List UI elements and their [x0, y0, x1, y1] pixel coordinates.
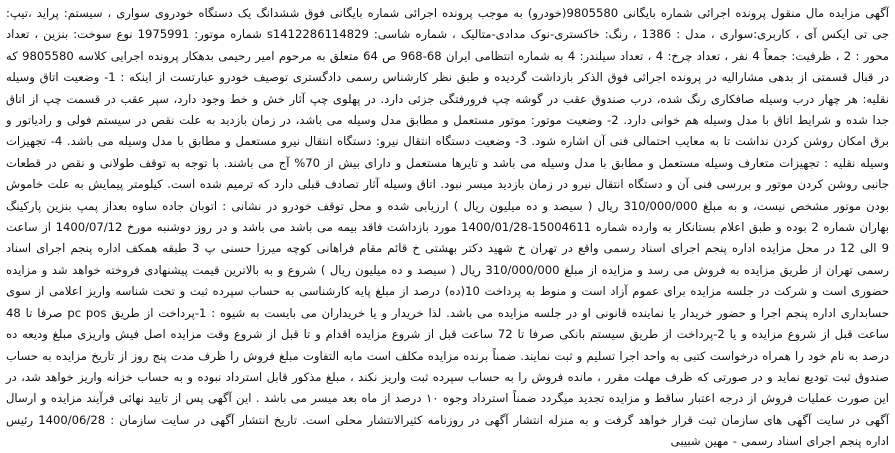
auction-notice-text: آگهی مزایده مال منقول پرونده اجرائی شماره بایگانی 9805580(خودرو) به موجب پرونده اجرائی شماره بایگانی فوق ششدانگ یک دستگاه خودروی سواری ، سیستم: پراید ،تیپ: جی تی ایکس آی ، کاربری:سواری ، مدل : 1386 ، رنگ: خاکستری-نوک مدادی-متالیک ، شماره شاسی: s1412286114829 شماره موتور: 1975991 نوع سوخت: بنزین ، تعداد محور : 2 ، ظرفیت: جمعاً 4 نفر ، تعداد چرخ: 4 ، تعداد سیلندر: 4 به شماره انتظامی ایران 68-968 ص 64 متعلق به مرحوم امیر رحیمی بدهکار پرونده اجرایی کلاسه 9805580 که در قبال قسمتی از بدهی مشارالیه در پرونده اجرائی فوق الذکر بازداشت گردیده و طبق نظر کارشناس رسمی دادگستری توصیف خودرو عبارتست از اینکه : 1- وضعیت اتاق وسیله نقلیه: هر چهار درب وسیله صافکاری رنگ شده، درب صندوق عقب در گوشه چپ فرورفتگی جزئی دارد. در پهلوی چپ آثار خش و خط وجود دارد، سپر عقب در قسمت چپ از اتاق جدا شده و شرایط اتاق با مدل وسیله هم خوانی دارد. 2- وضعیت موتور: موتور مستعمل و مطابق مدل وسیله می باشد، در زمان بازدید به علت نقص در سیستم فولی و رادیاتور و برق امکان روشن کردن نداشت تا به معایب احتمالی فنی آن اشاره شود. 3- وضعیت دستگاه انتقال نیرو: دستگاه انتقال نیرو مستعمل و مطابق با مدل وسیله می باشد. 4- تجهیزات وسیله نقلیه : تجهیزات متعارف وسیله مستعمل و مطابق با مدل وسیله می باشد و تایرها مستعمل و دارای بیش از 70% آج می باشند. با توجه به توقف طولانی و نقص در قطعات جانبی روشن کردن موتور و بررسی فنی آن و دستگاه انتقال نیرو در زمان بازدید میسر نبود. اتاق وسیله آثار تصادف قبلی دارد که ترمیم شده است. کیلومتر پیمایش به علت خاموش بودن موتور مشخص نیست، و به مبلغ 310/000/000 ریال ( سیصد و ده میلیون ریال ) ارزیابی شده و محل توقف خودرو در نشانی : اتوبان جاده ساوه بعداز پمپ بنزین پارکینگ بهاران شماره 2 بوده و طبق اعلام بستانکار به وارده شماره 15004611-1400/01/28 مورد بازداشت فاقد بیمه می باشد می باشد و در روز دوشنبه مورخ 1400/07/12 از ساعت 9 الی 12 در محل مزایده اداره پنجم اجرای اسناد رسمی واقع در تهران خ شهید دکتر بهشتی خ قائم مقام فراهانی کوچه میرزا حسنی پ 3 طبقه همکف اداره پنجم اجرای اسناد رسمی تهران از طریق مزایده به فروش می رسد و مزایده از مبلغ 310/000/000 ریال ( سیصد و ده میلیون ریال ) شروع و به بالاترین قیمت پیشنهادی فروخته خواهد شد و مزایده حضوری است و شرکت در جلسه مزایده برای عموم آزاد است و منوط به پرداخت 10(ده) درصد از مبلغ پایه کارشناسی به حساب سپرده ثبت و تحت شناسه واریز اعلامی از سوی حسابداری اداره پنجم اجرا و حضور خریدار یا نماینده قانونی او در جلسه مزایده می باشد. لذا خریدار و یا خریداران می بایست به شیوه : 1-پرداخت از طریق pc pos صرفا تا 48 ساعت قبل از شروع مزایده و یا 2-پرداخت از طریق سیستم بانکی صرفا تا 72 ساعت قبل از شروع مزایده اقدام و تا قبل از شروع وقت مزایده اصل فیش واریزی مبلغ ودیعه ده درصد به نام خود را همراه درخواست کتبی به واحد اجرا تسلیم و ثبت نمایند. ضمناً برنده مزایده مکلف است مابه التفاوت مبلغ فروش را ظرف مدت پنج روز از تاریخ مزایده به حساب صندوق ثبت تودیع نماید و در صورتی که ظرف مهلت مقرر ، مانده فروش را به حساب سپرده ثبت واریز نکند ، مبلغ مذکور قابل استرداد نبوده و به حساب خزانه واریز خواهد شد، در این صورت عملیات فروش از درجه اعتبار ساقط و مزایده تجدید میگردد ضمناً استرداد وجوه ۱۰ درصد از ماه بعد میسر می باشد . این آگهی پس از تایید نهائی فرآیند مزایده و ارسال آگهی در سایت آگهی های سازمان ثبت قرار خواهد گرفت و به منزله انتشار آگهی در روزنامه کثیرالانتشار محلی است. تاریخ انتشار آگهی در سایت سازمان : 1400/06/28 رئیس اداره پنجم اجرای اسناد رسمی - مهین شبیبی: [6, 6, 890, 449]
